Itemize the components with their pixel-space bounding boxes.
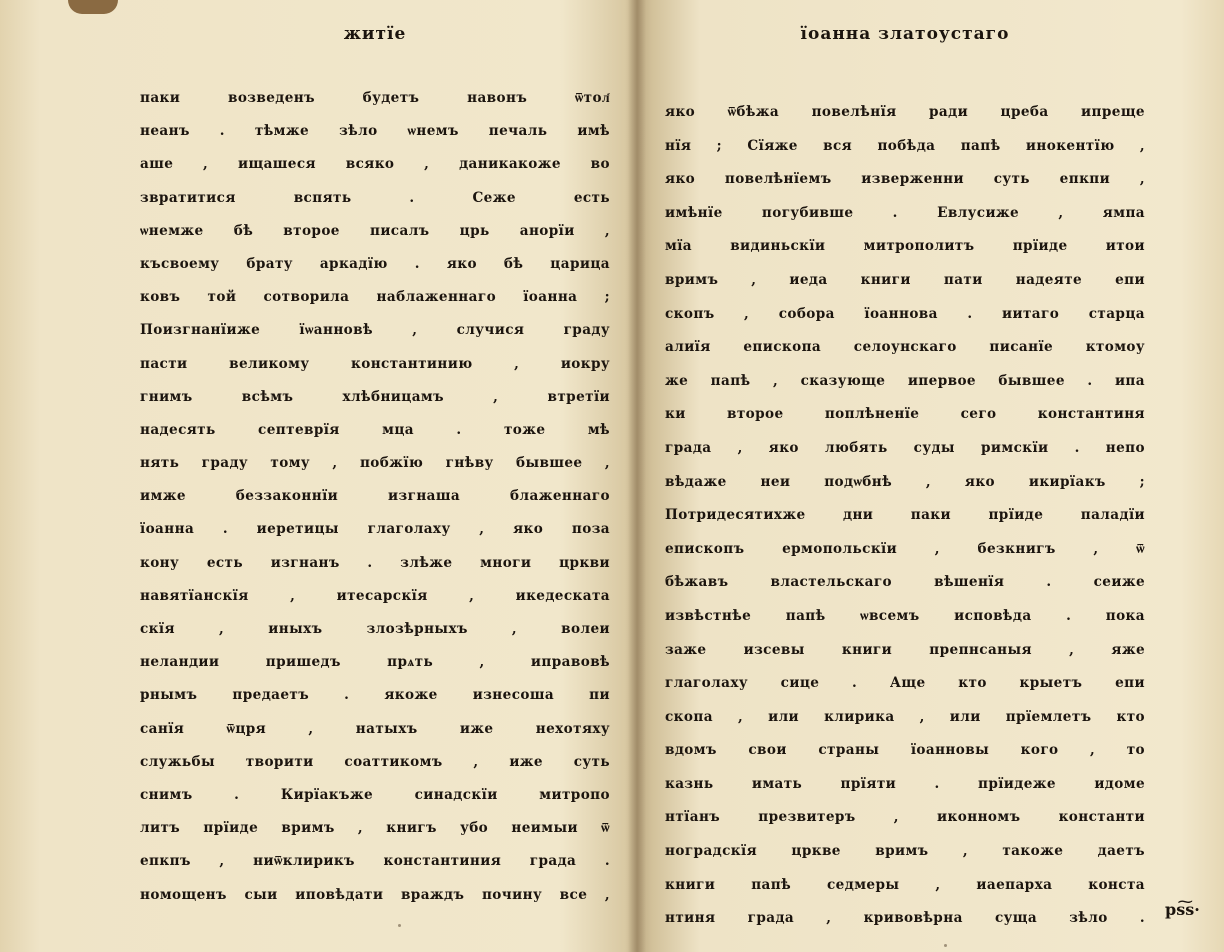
text-line: снимъ . Кирїакъже синадскїи митропо: [140, 786, 610, 803]
text-line: яко повелѣнїемъ изверженни суть епкпи ,: [665, 171, 1145, 188]
text-line: извѣстнѣе папѣ ѡвсемъ исповѣда . пока: [665, 607, 1145, 624]
book-spine: [628, 0, 646, 952]
text-line: скопъ , собора їоаннова . иитаго старца: [665, 305, 1145, 322]
text-line: кону есть изгнанъ . злѣже многи цркви: [140, 554, 610, 571]
text-line: нять граду тому , побжїю гнѣву бывшее ,: [140, 455, 610, 472]
text-line: санїя ѿцря , натыхъ иже нехотяху: [140, 720, 610, 737]
text-line: ки второе поплѣненїе сего константиня: [665, 406, 1145, 423]
text-line: номощенъ сыи иповѣдати враждъ почину все ,: [140, 886, 610, 903]
text-line: яко ѿбѣжа повелѣнїя ради цреба ипреще: [665, 104, 1145, 120]
text-line: скїя , иныхъ злозѣрныхъ , волеи: [140, 621, 610, 637]
text-line: нтиня града , кривовѣрна суща зѣло .: [665, 910, 1145, 927]
text-line: бѣжавъ властельскаго вѣшенїя . сеиже: [665, 574, 1145, 591]
text-line: навятїанскїя , итесарскїя , икедеската: [140, 587, 610, 604]
text-line: заже изсевы книги препнсаныя , яже: [665, 641, 1145, 658]
text-line: неанъ . тѣмже зѣло ѡнемъ печаль имѣ: [140, 123, 610, 140]
text-line: нтїанъ презвитеръ , иконномъ константи: [665, 809, 1145, 826]
text-line: късвоему брату аркадїю . яко бѣ царица: [140, 255, 610, 272]
text-line: аше , ищашеся всяко , даникакоже во: [140, 156, 610, 173]
text-line: скопа , или клирика , или прїемлетъ кто: [665, 708, 1145, 725]
text-line: мїа видиньскїи митрополитъ прїиде итои: [665, 238, 1145, 255]
text-line: надесять септеврїя мца . тоже мѣ: [140, 421, 610, 438]
text-line: имже беззаконнїи изгнаша блаженнаго: [140, 488, 610, 505]
text-line: вримъ , иеда книги пати надеяте епи: [665, 271, 1145, 288]
text-line: ноградскїя цркве вримъ , такоже даетъ: [665, 843, 1145, 860]
text-line: имѣнїе погубивше . Евлусиже , ямпа: [665, 204, 1145, 221]
text-line: гнимъ всѣмъ хлѣбницамъ , втретїи: [140, 388, 610, 405]
text-line: служьбы творити соаттикомъ , иже суть: [140, 753, 610, 770]
text-line: неландии пришедъ прѧть , иправовѣ: [140, 654, 610, 671]
text-line: града , яко любять суды римскїи . непо: [665, 439, 1145, 456]
text-line: казнь имать прїяти . прїидеже идоме: [665, 775, 1145, 792]
text-line: нїя ; Сїяже вся побѣда папѣ инокентїю ,: [665, 137, 1145, 154]
left-page: [140, 0, 610, 952]
text-line: ковъ той сотворила наблаженнаго їоанна ;: [140, 289, 610, 306]
left-running-head: житїе: [343, 24, 407, 44]
text-line: Потридесятихже дни паки прїиде паладїи: [665, 507, 1145, 524]
text-line: епископъ ермопольскїи , безкнигъ , ѿ: [665, 540, 1145, 557]
right-page: [665, 0, 1145, 952]
text-line: книги папѣ седмеры , иаепарха конста: [665, 876, 1145, 893]
paper-speck: [398, 924, 401, 927]
text-line: ѡнемже бѣ второе писалъ црь анорїи ,: [140, 222, 610, 239]
paper-speck: [944, 944, 947, 947]
text-line: глаголаху сице . Аще кто крыетъ епи: [665, 675, 1145, 692]
text-line: їоанна . иеретицы глаголаху , яко поза: [140, 521, 610, 538]
folio-number: рѕ͠ѕ·: [1165, 900, 1200, 919]
text-line: алиїя епископа селоунскаго писанїе ктомоу: [665, 339, 1145, 356]
text-line: Поизгнанїиже їѡанновѣ , случися граду: [140, 322, 610, 339]
right-running-head: їоанна златоустаго: [800, 24, 1010, 44]
text-line: вѣдаже неи подѡбнѣ , яко икирїакъ ;: [665, 473, 1145, 490]
left-text-block: [140, 82, 610, 912]
text-line: епкпъ , ниѿклирикъ константиния града .: [140, 853, 610, 870]
text-line: пасти великому константинию , иокру: [140, 355, 610, 372]
text-line: вдомъ свои страны їоанновы кого , то: [665, 742, 1145, 759]
text-line: звратитися вспять . Сеже есть: [140, 189, 610, 206]
ribbon-tab: [68, 0, 118, 14]
text-line: рнымъ предаетъ . якоже изнесоша пи: [140, 687, 610, 704]
right-text-block: [665, 96, 1145, 936]
text-line: литъ прїиде вримъ , книгъ убо неимыи ѿ: [140, 820, 610, 837]
text-line: же папѣ , сказующе ипервое бывшее . ипа: [665, 372, 1145, 389]
text-line: паки возведенъ будетъ навонъ ѿтол҃: [140, 90, 610, 106]
